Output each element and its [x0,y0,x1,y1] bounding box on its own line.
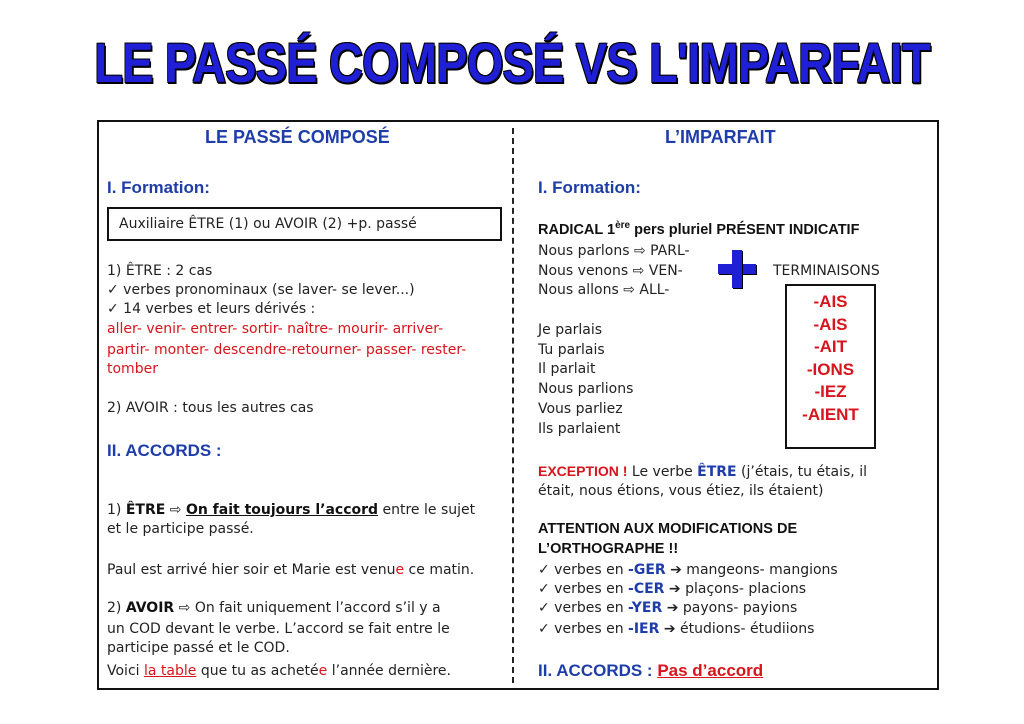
exception-label: EXCEPTION ! [538,463,628,479]
spelling-rule-example: ➔ étudions- étudiions [659,621,815,637]
avoir-line: 2) AVOIR : tous les autres cas [107,400,314,416]
radical-superscript: ère [615,220,631,232]
accord-avoir-prefix: 2) [107,600,126,616]
conjugation-ils: Ils parlaient [538,421,621,437]
conjugation-vous: Vous parliez [538,401,623,417]
accord-etre-rule [107,501,475,520]
column-divider [512,128,514,683]
spelling-rule-prefix: ✓ verbes en [538,562,629,578]
accord-etre-prefix: 1) [107,502,126,518]
accord-avoir-line-2: un COD devant le verbe. L’accord se fait entre le [107,621,450,637]
conjugation-nous: Nous parlions [538,381,634,397]
conjugation-je: Je parlais [538,322,603,338]
ending-nous: -IONS [806,359,855,379]
verb-ending: -YER [628,600,663,616]
spelling-rule-prefix: ✓ verbes en [538,600,629,616]
exception-text-start: Le verbe [627,464,698,480]
verb-ending: -IER [628,621,660,637]
ending-ils: -AIENT [802,404,859,424]
check-14-verbs: ✓ 14 verbes et leurs dérivés : [107,301,316,317]
attention-line-1: ATTENTION AUX MODIFICATIONS DE [538,521,798,537]
ending-je: -AIS [813,292,848,311]
spelling-rule-yer [538,599,797,618]
verb-ending: -GER [628,562,666,578]
arrow-icon: ⇨ [165,502,186,518]
accord-avoir-rule [107,599,441,618]
stem-example-2: Nous venons ⇨ VEN- [538,263,683,279]
left-column-header: LE PASSÉ COMPOSÉ [205,127,390,147]
spelling-rule-cer [538,580,806,599]
example-avoir-start: Voici [107,663,144,679]
example-avoir-end: l’année dernière. [327,663,451,679]
check-pronominal: ✓ verbes pronominaux (se laver- se lever...) [107,282,415,298]
accord-etre-emphasis: On fait toujours l’accord [185,502,379,518]
verbs-list-line-1: aller- venir- entrer- sortir- naître- mourir- arriver- [107,321,444,337]
spelling-rule-example: ➔ mangeons- mangions [665,562,838,578]
example-avoir [107,662,451,681]
stem-example-3: Nous allons ⇨ ALL- [538,282,670,298]
exception-text-end: (j’étais, tu étais, il [736,464,867,480]
ending-vous: -IEZ [814,382,847,402]
accord-etre-rest: entre le sujet [378,502,476,518]
radical-rule-end: pers pluriel PRÉSENT INDICATIF [630,222,860,238]
right-formation-title: I. Formation: [538,178,641,197]
page-title: LE PASSÉ COMPOSÉ VS L'IMPARFAIT [94,31,930,94]
example-etre-start: Paul est arrivé hier soir et Marie est venu [107,562,396,578]
plus-icon [718,250,756,288]
ending-tu: -AIS [813,314,848,334]
radical-rule-start: RADICAL 1 [538,222,616,238]
accord-etre-line-2: et le participe passé. [107,521,254,537]
spelling-rule-prefix: ✓ verbes en [538,581,629,597]
terminaisons-label: TERMINAISONS [773,263,880,279]
ending-il: -AIT [813,337,848,357]
accord-avoir-verb: AVOIR [125,600,175,616]
spelling-rule-ier [538,620,814,639]
accord-etre-verb: ÊTRE [125,502,166,518]
spelling-rule-ger [538,561,838,580]
agreement-ending: e [318,663,328,679]
exception-note [538,462,867,482]
accord-avoir-line-3: participe passé et le COD. [107,640,290,656]
conjugation-tu: Tu parlais [538,342,605,358]
verbs-list-line-2: partir- monter- descendre-retourner- passer- rester- [107,342,467,358]
auxiliary-box: Auxiliaire ÊTRE (1) ou AVOIR (2) +p. passé [107,207,502,241]
example-etre-end: ce matin. [404,562,475,578]
example-cod: la table [143,663,197,679]
spelling-rule-example: ➔ payons- payions [662,600,798,616]
conjugation-il: Il parlait [538,361,596,377]
left-accords-title: II. ACCORDS : [107,441,222,460]
exception-verb: ÊTRE [697,464,737,480]
example-avoir-middle: que tu as acheté [196,663,319,679]
right-accords-line [538,661,763,682]
verbs-list-line-3: tomber [107,361,158,377]
left-formation-title: I. Formation: [107,178,210,197]
example-etre [107,561,474,580]
verb-ending: -CER [628,581,665,597]
accord-avoir-rest: ⇨ On fait uniquement l’accord s’il y a [174,600,441,616]
agreement-ending: e [395,562,405,578]
stem-example-1: Nous parlons ⇨ PARL- [538,243,690,259]
etre-line: 1) ÊTRE : 2 cas [107,263,213,279]
right-accords-title: II. ACCORDS : [538,661,658,680]
right-column-header: L’IMPARFAIT [665,127,776,147]
spelling-rule-example: ➔ plaçons- placions [664,581,807,597]
spelling-rule-prefix: ✓ verbes en [538,621,629,637]
attention-line-2: L’ORTHOGRAPHE !! [538,541,679,557]
no-agreement-label: Pas d’accord [657,661,764,680]
endings-box [785,284,876,449]
exception-line-2: était, nous étions, vous étiez, ils étaient) [538,483,824,499]
radical-rule [538,221,859,240]
